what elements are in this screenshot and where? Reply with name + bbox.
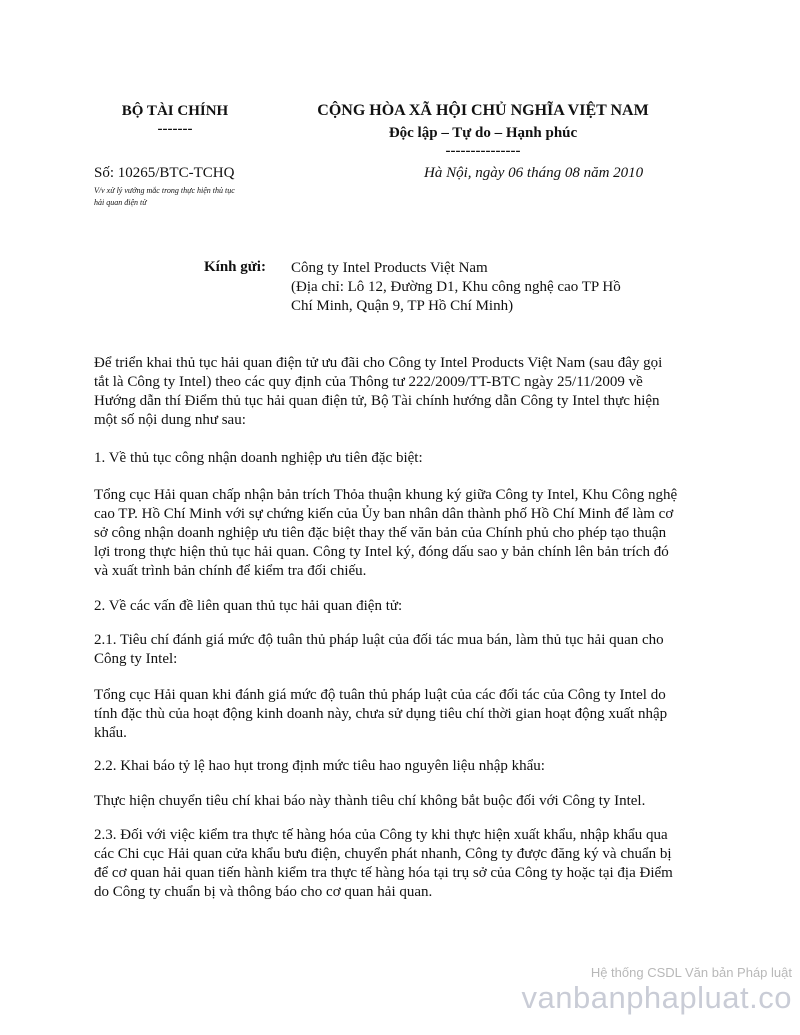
section-2-heading <box>94 597 734 616</box>
text-line: Công ty Intel: <box>94 651 178 667</box>
text-line: và xuất trình bản chính để kiểm tra đối chiếu. <box>94 563 367 579</box>
watermark-caption: Hệ thống CSDL Văn bản Pháp luật <box>590 965 792 980</box>
watermark-site: vanbanphapluat.co <box>521 980 792 1015</box>
recipient-label: Kính gửi: <box>204 259 266 275</box>
motto: Độc lập – Tự do – Hạnh phúc <box>388 125 578 141</box>
section-1-heading <box>94 449 734 468</box>
issuer-block <box>90 100 260 136</box>
paragraph-intro <box>94 354 734 430</box>
ministry-name: BỘ TÀI CHÍNH <box>121 103 229 119</box>
section-2-1-heading <box>94 631 734 669</box>
subject-line: hải quan điện tử <box>94 198 147 207</box>
recipient-line: Chí Minh, Quận 9, TP Hồ Chí Minh) <box>291 298 514 314</box>
text-line: cao TP. Hồ Chí Minh với sự chứng kiến của Ủy ban nhân dân thành phố Hồ Chí Minh để làm cơ <box>94 506 674 522</box>
national-title-block <box>283 100 683 158</box>
section-2-2-body <box>94 792 734 811</box>
motto-separator: --------------- <box>445 143 521 159</box>
text-line: Tổng cục Hải quan chấp nhận bản trích Thỏa thuận khung ký giữa Công ty Intel, Khu Công nghệ <box>94 487 678 503</box>
text-line: Thực hiện chuyển tiêu chí khai báo này thành tiêu chí không bắt buộc đối với Công ty Intel. <box>94 793 646 809</box>
section-2-3-body <box>94 826 734 902</box>
subject-line: V/v xử lý vướng mắc trong thực hiện thủ tục <box>94 186 235 195</box>
document-number: Số: 10265/BTC-TCHQ <box>94 165 235 181</box>
text-line: Hướng dẫn thí Điểm thủ tục hải quan điện tử, Bộ Tài chính hướng dẫn Công ty Intel thực hiện <box>94 393 660 409</box>
text-line: một số nội dung như sau: <box>94 412 246 428</box>
text-line: khẩu. <box>94 725 127 741</box>
ministry-separator: ------- <box>157 121 193 137</box>
recipient-line: Công ty Intel Products Việt Nam <box>291 260 488 276</box>
country-name: CỘNG HÒA XÃ HỘI CHỦ NGHĨA VIỆT NAM <box>317 102 649 119</box>
issue-date: Hà Nội, ngày 06 tháng 08 năm 2010 <box>424 165 644 181</box>
text-line: tính đặc thù của hoạt động kinh doanh này, chưa sử dụng tiêu chí thời gian hoạt động xuất nhập <box>94 706 668 722</box>
text-line: lợi trong thực hiện thủ tục hải quan. Công ty Intel ký, đóng dấu sao y bản chính lên bản trích đó <box>94 544 669 560</box>
document-subject <box>94 185 294 209</box>
section-2-1-body <box>94 686 734 743</box>
text-line: tắt là Công ty Intel) theo các quy định của Thông tư 222/2009/TT-BTC ngày 25/11/2009 về <box>94 374 643 390</box>
text-line: để cơ quan hải quan tiến hành kiểm tra thực tế hàng hóa tại trụ sở của Công ty hoặc tại địa Điểm <box>94 865 673 881</box>
text-line: các Chi cục Hải quan cửa khẩu bưu điện, chuyển phát nhanh, Công ty được đăng ký và chuẩn bị <box>94 846 672 862</box>
text-line: 2.1. Tiêu chí đánh giá mức độ tuân thủ pháp luật của đối tác mua bán, làm thủ tục hải quan cho <box>94 632 664 648</box>
text-line: 2.2. Khai báo tỷ lệ hao hụt trong định mức tiêu hao nguyên liệu nhập khẩu: <box>94 758 545 774</box>
text-line: do Công ty chuẩn bị và thông báo cho cơ quan hải quan. <box>94 884 433 900</box>
section-2-2-heading <box>94 757 734 776</box>
text-line: 1. Về thủ tục công nhận doanh nghiệp ưu tiên đặc biệt: <box>94 450 423 466</box>
text-line: 2. Về các vấn đề liên quan thủ tục hải quan điện tử: <box>94 598 403 614</box>
section-1-body <box>94 486 734 581</box>
text-line: sở công nhận doanh nghiệp ưu tiên đặc biệt thay thế văn bản của Chính phủ cho phép tạo thuận <box>94 525 667 541</box>
text-line: 2.3. Đối với việc kiểm tra thực tế hàng hóa của Công ty khi thực hiện xuất khẩu, nhập khẩu qua <box>94 827 668 843</box>
recipient-line: (Địa chỉ: Lô 12, Đường D1, Khu công nghệ cao TP Hồ <box>291 279 621 295</box>
text-line: Tổng cục Hải quan khi đánh giá mức độ tuân thủ pháp luật của các đối tác của Công ty Intel do <box>94 687 666 703</box>
text-line: Để triển khai thủ tục hải quan điện tử ưu đãi cho Công ty Intel Products Việt Nam (sau đây gọi <box>94 355 663 371</box>
recipient-address <box>291 259 621 316</box>
